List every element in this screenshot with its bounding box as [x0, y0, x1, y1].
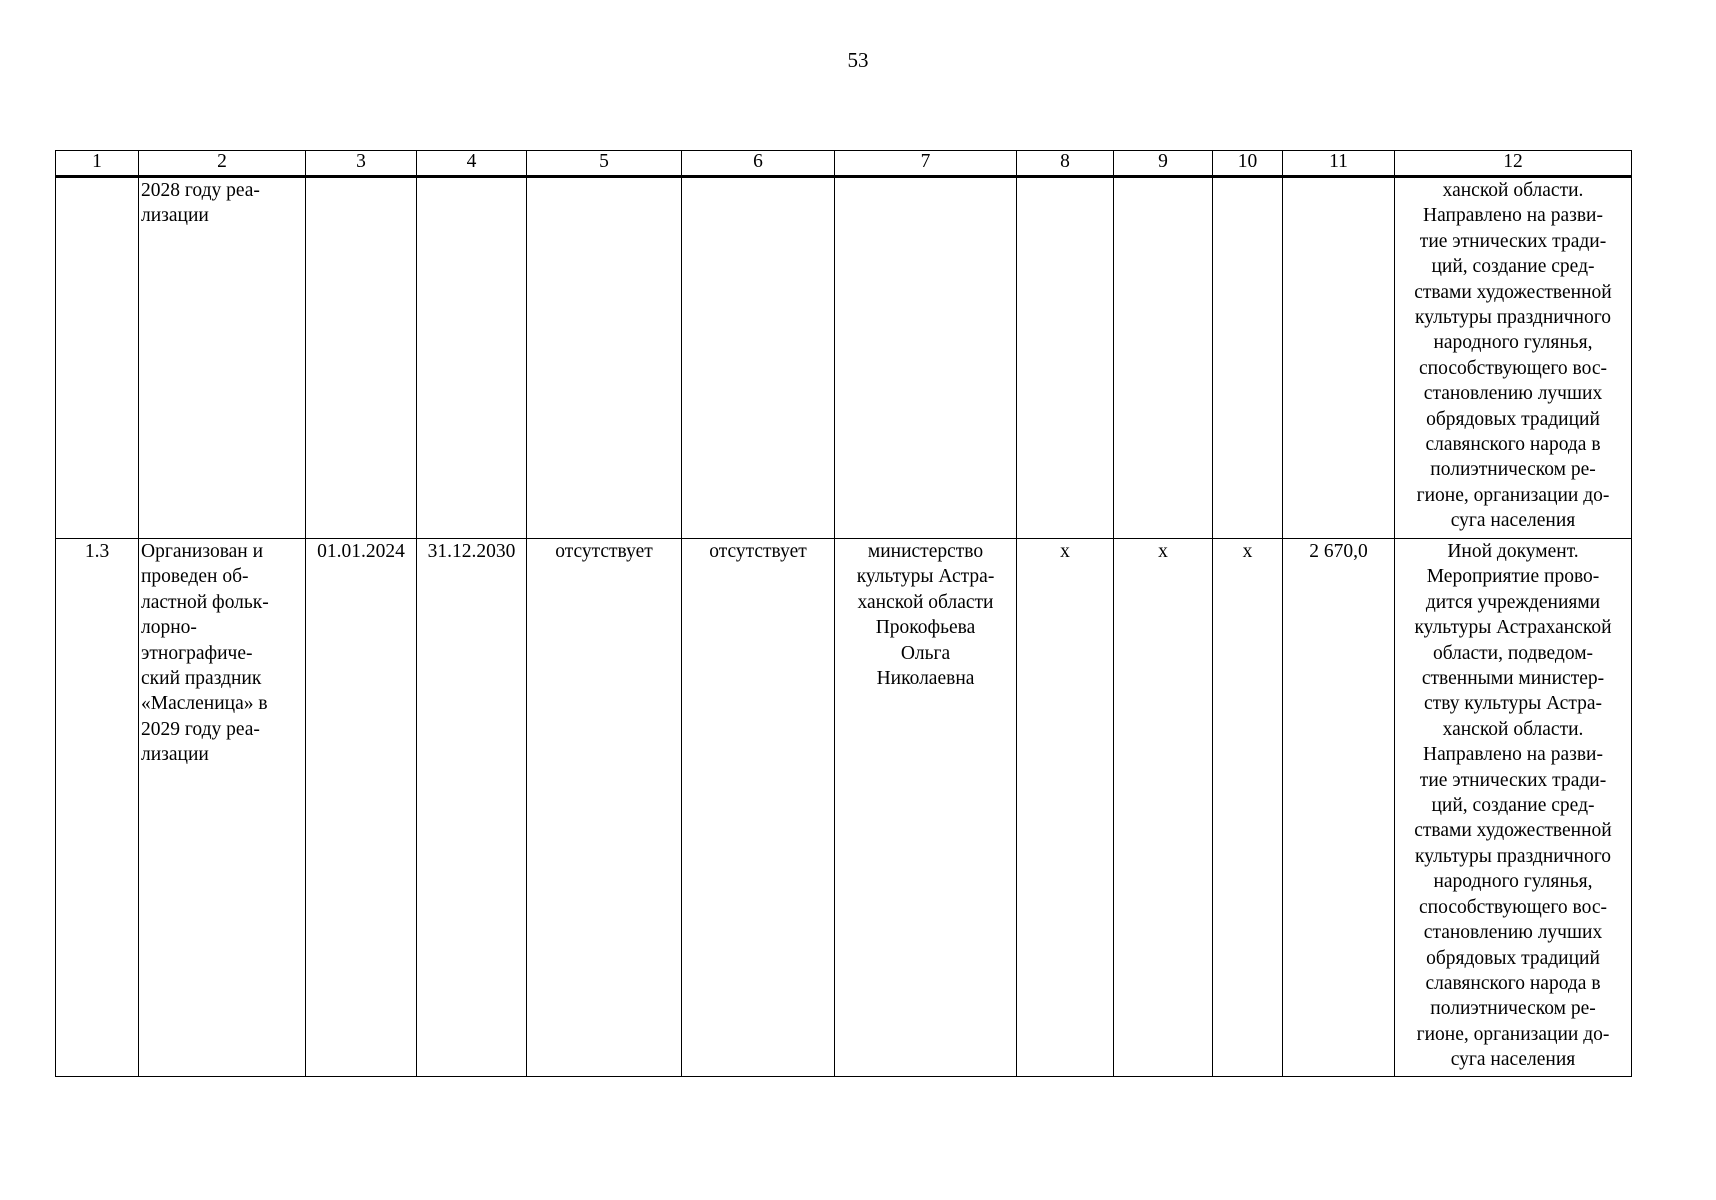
cell-line: области, подведом- — [1432, 642, 1594, 664]
column-header: 5 — [527, 151, 682, 177]
cell-line: Направлено на разви- — [1423, 205, 1603, 227]
cell-line: тие этнических тради- — [1419, 230, 1607, 252]
cell-line: ствами художественной — [1414, 281, 1612, 303]
column-header: 6 — [682, 151, 835, 177]
cell-line: народного гулянья, — [1433, 332, 1593, 354]
cell-line: 2029 году реа- — [141, 718, 260, 740]
table-cell: отсутствует — [527, 539, 682, 1077]
column-header: 3 — [306, 151, 417, 177]
cell-line: славянского народа в — [1425, 972, 1601, 994]
column-header: 10 — [1213, 151, 1283, 177]
cell-line: ствами художественной — [1414, 820, 1612, 842]
table-row-continued — [56, 177, 1632, 539]
cell-line: ский праздник — [141, 668, 262, 690]
cell-line: ханской области — [857, 591, 994, 613]
cell-line: суга населения — [1450, 510, 1576, 532]
cell-line: культуры Астра- — [856, 566, 995, 588]
table-cell — [417, 177, 527, 539]
program-table — [55, 150, 1632, 1077]
header-row — [56, 151, 1632, 177]
cell-line: министерство — [867, 541, 984, 562]
table-cell — [1283, 177, 1395, 539]
note-cell — [1395, 539, 1632, 1077]
cell-line: ственными министер- — [1421, 668, 1605, 690]
responsible-cell — [835, 539, 1017, 1077]
cell-line: лизации — [141, 205, 209, 227]
cell-line: полиэтническом ре- — [1430, 459, 1596, 481]
cell-line: этнографиче- — [141, 642, 253, 664]
column-header: 2 — [139, 151, 306, 177]
cell-line: 2028 году реа- — [141, 180, 260, 201]
cell-line: ластной фольк- — [141, 591, 269, 613]
cell-line: обрядовых традиций — [1426, 408, 1600, 430]
cell-line: ханской области. — [1442, 718, 1584, 740]
table-cell — [835, 177, 1017, 539]
page-number: 53 — [847, 48, 869, 72]
cell-line: гионе, организации до- — [1416, 484, 1610, 506]
row-number-cell: 1.3 — [56, 539, 139, 1077]
table-cell — [1017, 177, 1114, 539]
cell-line: «Масленица» в — [141, 693, 268, 715]
table-cell: отсутствует — [682, 539, 835, 1077]
cell-line: культуры праздничного — [1415, 307, 1611, 329]
cell-line: лорно- — [141, 617, 197, 639]
column-header: 9 — [1114, 151, 1213, 177]
cell-line: ций, создание сред- — [1431, 256, 1595, 278]
cell-line: тие этнических тради- — [1419, 769, 1607, 791]
column-header: 11 — [1283, 151, 1395, 177]
cell-line: культуры праздничного — [1415, 845, 1611, 867]
cell-line: культуры Астраханской — [1414, 617, 1612, 639]
event-description-cell — [139, 177, 306, 539]
table-cell — [682, 177, 835, 539]
table-row-1-3 — [56, 539, 1632, 1077]
cell-line: Прокофьева — [875, 617, 976, 639]
cell-line: славянского народа в — [1425, 434, 1601, 456]
column-header: 1 — [56, 151, 139, 177]
cell-line: ству культуры Астра- — [1424, 693, 1602, 715]
cell-line: ханской области. — [1442, 180, 1584, 201]
cell-line: народного гулянья, — [1433, 871, 1593, 893]
table-cell — [56, 177, 139, 539]
table-cell — [306, 177, 417, 539]
cell-line: Мероприятие прово- — [1426, 566, 1600, 588]
cell-line: Ольга — [900, 642, 951, 664]
table-cell: х — [1213, 539, 1283, 1077]
cell-line: полиэтническом ре- — [1430, 998, 1596, 1020]
cell-line: способствующего вос- — [1419, 357, 1607, 379]
end-date-cell: 31.12.2030 — [417, 539, 527, 1077]
cell-line: способствующего вос- — [1419, 896, 1607, 918]
column-header: 12 — [1395, 151, 1632, 177]
table-cell: х — [1017, 539, 1114, 1077]
column-header: 4 — [417, 151, 527, 177]
cell-line: Направлено на разви- — [1423, 744, 1603, 766]
cell-line: дится учреждениями — [1425, 591, 1601, 613]
cell-line: проведен об- — [141, 566, 249, 588]
table-cell — [527, 177, 682, 539]
cell-line: Иной документ. — [1447, 541, 1579, 562]
cell-line: суга населения — [1450, 1049, 1576, 1071]
column-header: 7 — [835, 151, 1017, 177]
table-cell — [1114, 177, 1213, 539]
event-description-cell — [139, 539, 306, 1077]
note-cell — [1395, 177, 1632, 539]
cell-line: становлению лучших — [1423, 383, 1603, 405]
amount-cell: 2 670,0 — [1283, 539, 1395, 1077]
cell-line: Николаевна — [876, 668, 975, 690]
cell-line: Организован и — [141, 541, 264, 562]
table-cell: х — [1114, 539, 1213, 1077]
cell-line: гионе, организации до- — [1416, 1023, 1610, 1045]
cell-line: ций, создание сред- — [1431, 795, 1595, 817]
cell-line: обрядовых традиций — [1426, 947, 1600, 969]
column-header: 8 — [1017, 151, 1114, 177]
start-date-cell: 01.01.2024 — [306, 539, 417, 1077]
cell-line: лизации — [141, 744, 209, 766]
cell-line: становлению лучших — [1423, 922, 1603, 944]
table-cell — [1213, 177, 1283, 539]
